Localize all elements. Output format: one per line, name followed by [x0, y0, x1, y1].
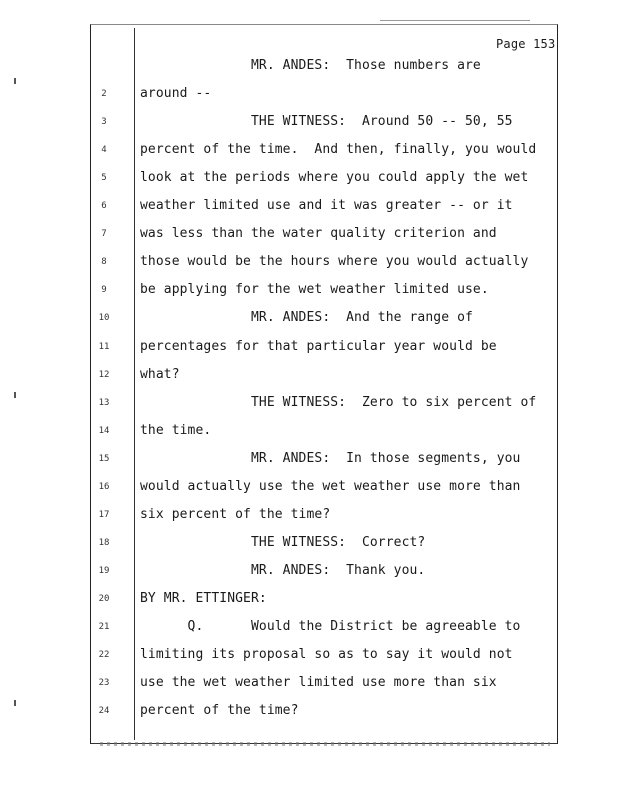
line-text: weather limited use and it was greater -- or it: [140, 198, 513, 214]
transcript-line: [0, 507, 618, 525]
line-number: 17: [98, 509, 110, 520]
line-text: percent of the time?: [140, 703, 299, 719]
line-text: MR. ANDES: Those numbers are: [140, 58, 481, 73]
line-text: THE WITNESS: Zero to six percent of: [140, 394, 537, 410]
transcript-line: [0, 479, 618, 497]
line-number: 8: [101, 257, 107, 268]
transcript-line: [0, 367, 618, 385]
line-text: MR. ANDES: And the range of: [140, 310, 473, 326]
scan-mark: [14, 78, 16, 84]
transcript-line: [0, 535, 618, 553]
line-number: 15: [98, 453, 110, 464]
transcript-line: [0, 423, 618, 441]
transcript-line: [0, 703, 618, 721]
line-number: 19: [98, 565, 110, 576]
line-text: look at the periods where you could apply the wet: [140, 170, 529, 186]
transcript-line: [0, 451, 618, 469]
transcript-line: [0, 395, 618, 413]
transcript-line: [0, 226, 618, 244]
line-text: MR. ANDES: In those segments, you: [140, 450, 521, 466]
transcript-line: [0, 254, 618, 272]
transcript-line: [0, 310, 618, 328]
transcript-line: [0, 58, 618, 76]
line-number: 20: [98, 593, 110, 604]
line-text: was less than the water quality criterion and: [140, 226, 497, 242]
transcript-line: [0, 170, 618, 188]
line-number: 7: [101, 229, 107, 240]
line-text: Q. Would the District be agreeable to: [140, 619, 521, 634]
line-text: limiting its proposal so as to say it would not: [140, 647, 513, 663]
line-number: 12: [98, 369, 110, 380]
transcript-line: [0, 114, 618, 132]
line-text: would actually use the wet weather use more than: [140, 478, 521, 494]
line-number: 18: [98, 537, 110, 548]
transcript-line: [0, 675, 618, 693]
line-number: 22: [98, 650, 110, 661]
scan-noise-bottom: [100, 742, 550, 746]
line-number: 21: [98, 622, 110, 632]
transcript-line: [0, 619, 618, 637]
transcript-line: [0, 339, 618, 357]
line-text: six percent of the time?: [140, 506, 331, 522]
line-text: what?: [140, 366, 180, 382]
line-number: 13: [98, 397, 110, 408]
scan-mark: [380, 20, 530, 21]
transcript-line: [0, 591, 618, 609]
line-text: MR. ANDES: Thank you.: [140, 562, 426, 578]
line-text: around --: [140, 86, 212, 102]
line-text: use the wet weather limited use more than six: [140, 675, 497, 691]
page-number: Page 153: [496, 37, 556, 51]
line-text: BY MR. ETTINGER:: [140, 590, 267, 606]
scan-mark: [14, 392, 16, 398]
line-text: THE WITNESS: Correct?: [140, 534, 426, 550]
line-number: 11: [98, 341, 110, 352]
transcript-line: [0, 142, 618, 160]
line-text: percentages for that particular year would be: [140, 338, 497, 354]
line-number: 9: [101, 285, 107, 296]
line-number: 3: [101, 117, 107, 128]
line-text: percent of the time. And then, finally, you would: [140, 142, 537, 158]
line-text: be applying for the wet weather limited use.: [140, 282, 489, 298]
line-number: 24: [98, 706, 110, 717]
line-number: 2: [101, 89, 107, 100]
line-number: 5: [101, 173, 107, 184]
line-number: 10: [98, 313, 110, 324]
line-number: 4: [101, 145, 107, 156]
transcript-line: [0, 563, 618, 581]
line-number: 16: [98, 481, 110, 492]
line-number: 14: [98, 425, 110, 436]
transcript-line: [0, 86, 618, 104]
line-text: the time.: [140, 422, 212, 438]
transcript-line: [0, 198, 618, 216]
transcript-line: [0, 647, 618, 665]
line-number: 23: [98, 678, 110, 689]
line-number: 6: [101, 201, 107, 212]
scan-mark: [14, 700, 16, 706]
line-text: those would be the hours where you would actually: [140, 254, 529, 270]
line-text: THE WITNESS: Around 50 -- 50, 55: [140, 114, 513, 130]
transcript-line: [0, 282, 618, 300]
